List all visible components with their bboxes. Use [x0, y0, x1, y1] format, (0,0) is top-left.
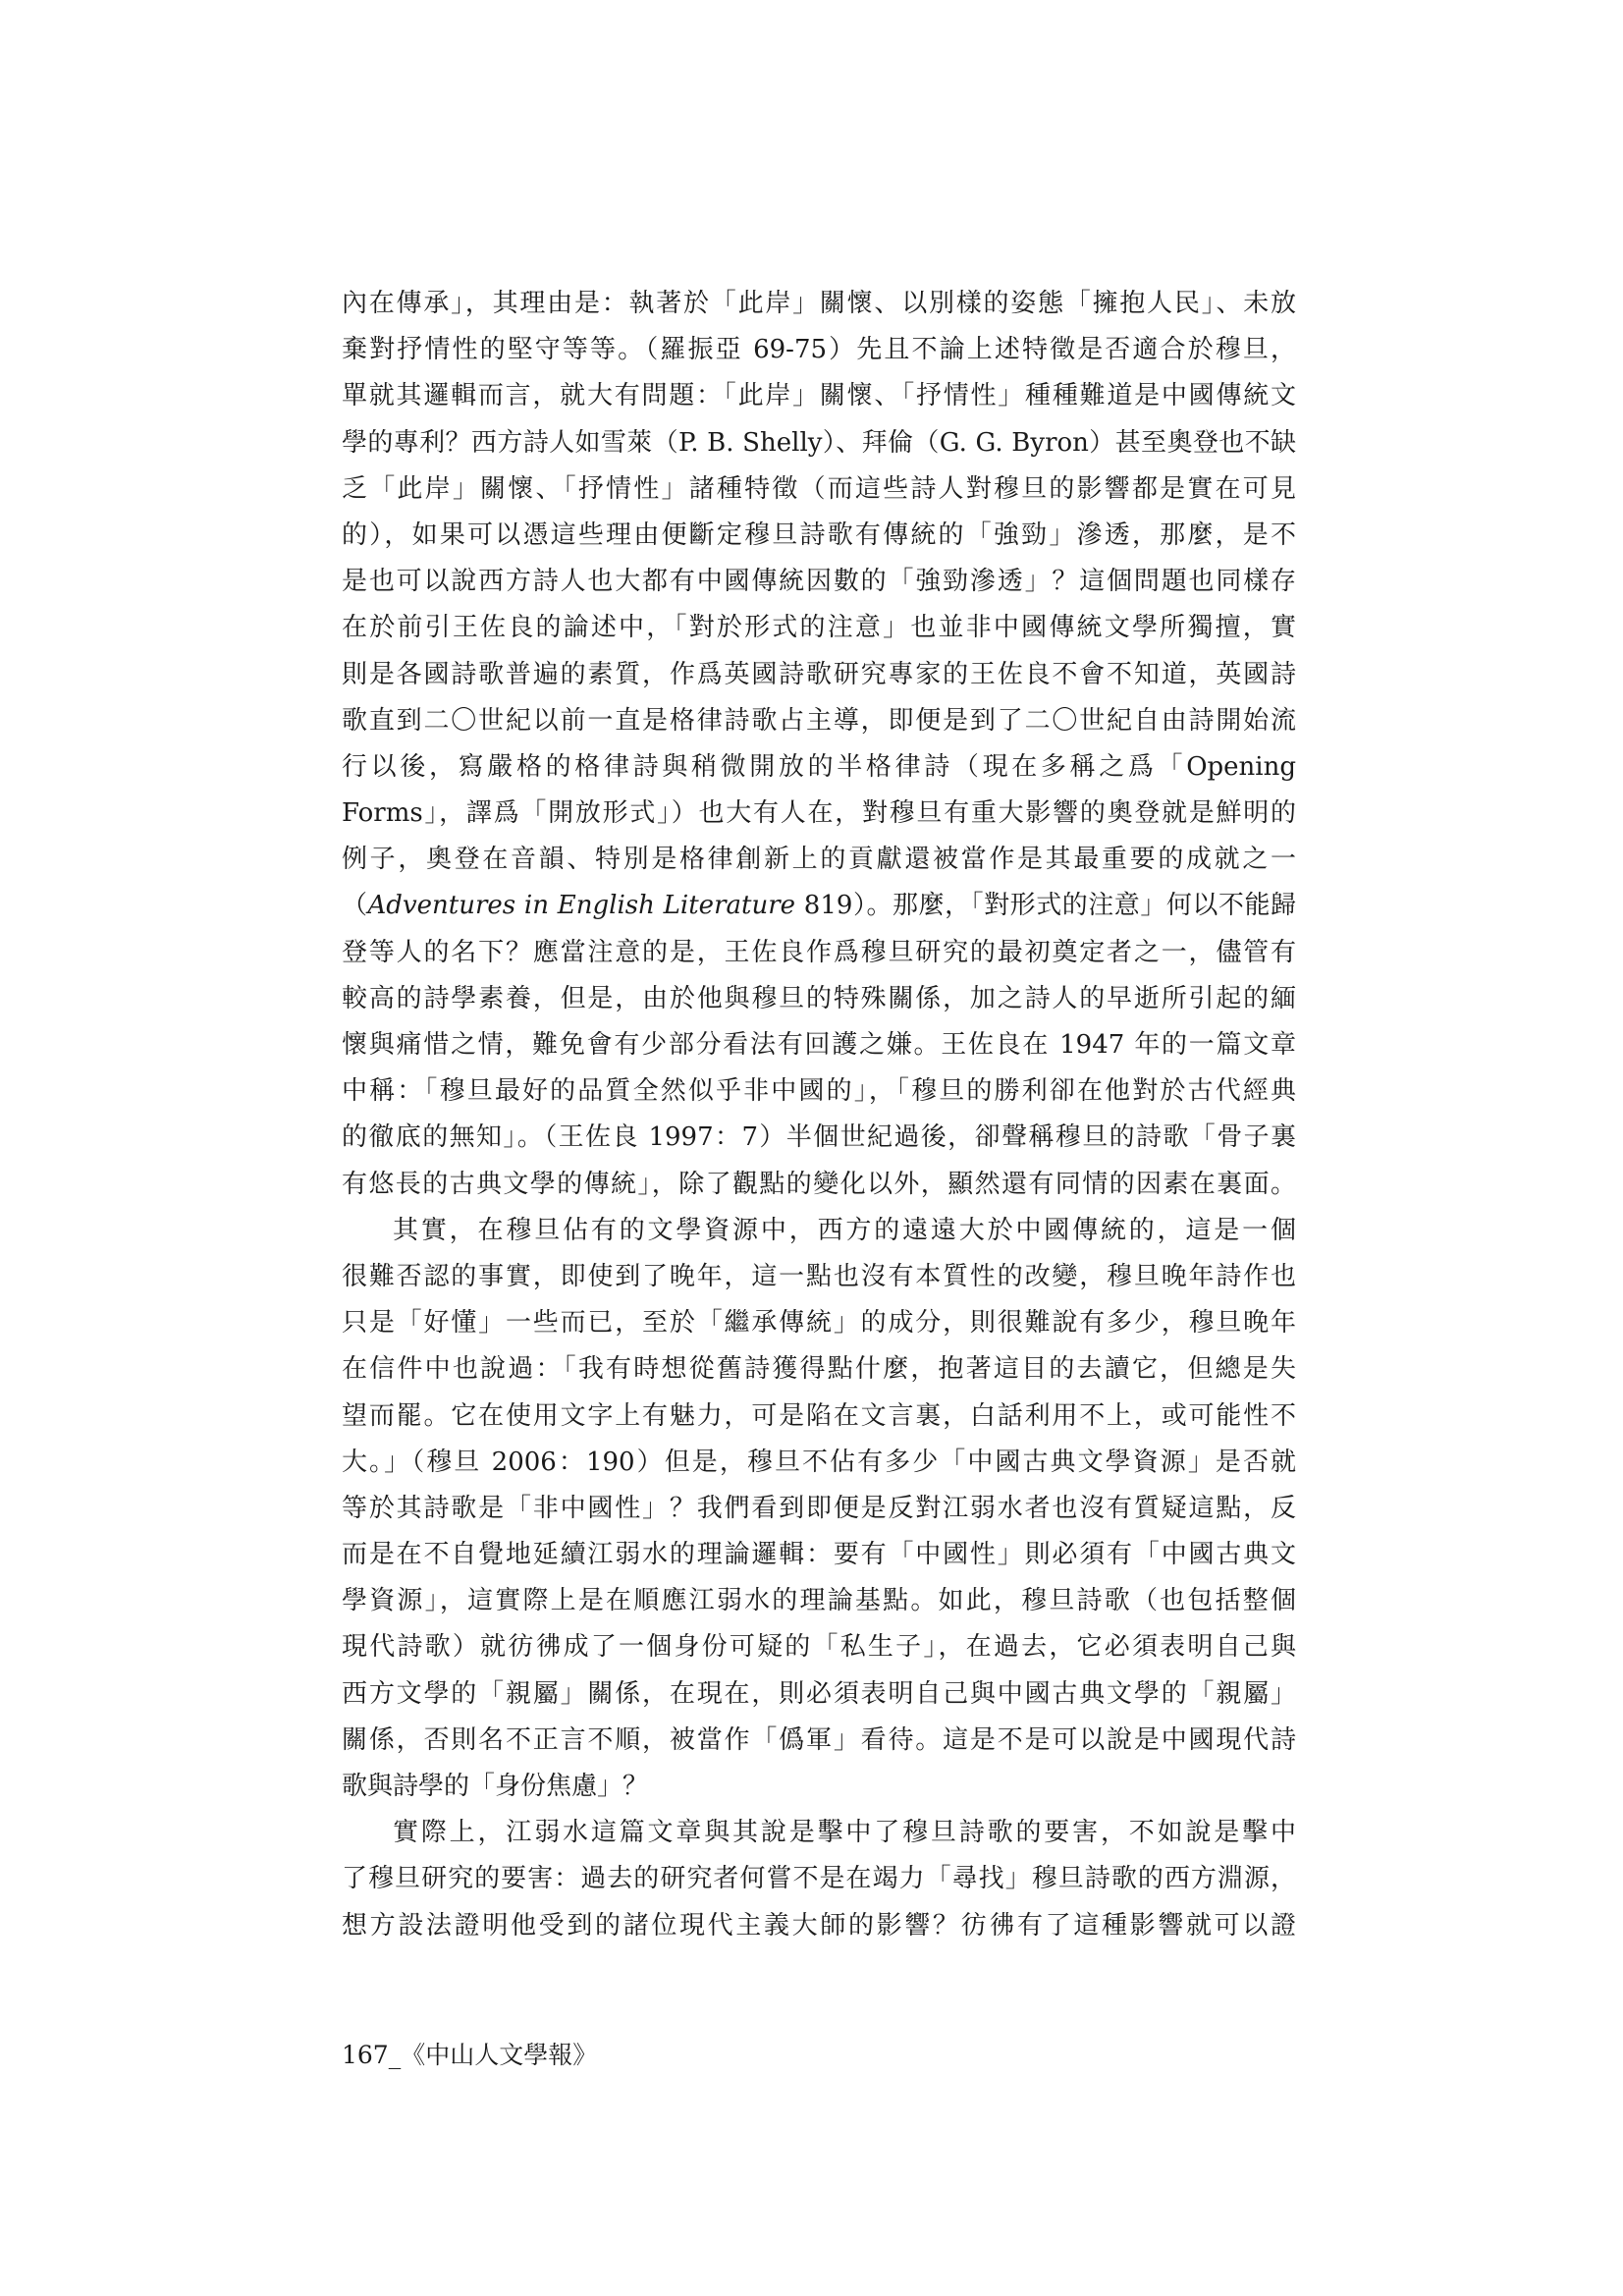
text-line: 等於其詩歌是「非中國性」？我們看到即便是反對江弱水者也沒有質疑這點，反	[342, 1493, 1296, 1523]
text-line: 很難否認的事實，即使到了晚年，這一點也沒有本質性的改變，穆旦晚年詩作也	[342, 1261, 1296, 1291]
book-title-italic: Adventures in English Literature	[367, 891, 796, 921]
text-line: 的），如果可以憑這些理由便斷定穆旦詩歌有傳統的「強勁」滲透，那麼，是不	[342, 519, 1296, 550]
body-text	[342, 281, 1296, 1949]
text-line: 歌直到二〇世紀以前一直是格律詩歌占主導，即便是到了二〇世紀自由詩開始流	[342, 705, 1296, 736]
text-line: 乏「此岸」關懷、「抒情性」諸種特徵（而這些詩人對穆旦的影響都是實在可見	[342, 473, 1296, 504]
line-segment: （	[342, 891, 368, 921]
line-segment: 819）。那麼，「對形式的注意」何以不能歸	[803, 891, 1296, 921]
text-line: 實際上，江弱水這篇文章與其說是擊中了穆旦詩歌的要害，不如說是擊中	[393, 1818, 1296, 1848]
text-line: 內在傳承」，其理由是：執著於「此岸」關懷、以別樣的姿態「擁抱人民」、未放	[342, 289, 1296, 318]
text-line: 的徹底的無知」。（王佐良 1997：7）半個世紀過後，卻聲稱穆旦的詩歌「骨子裏	[342, 1122, 1296, 1153]
text-line: 行以後，寫嚴格的格律詩與稍微開放的半格律詩（現在多稱之爲「Opening	[342, 751, 1296, 782]
text-line: 棄對抒情性的堅守等等。（羅振亞 69-75）先且不論上述特徵是否適合於穆旦，	[342, 335, 1296, 365]
text-line: 西方文學的「親屬」關係，在現在，則必須表明自己與中國古典文學的「親屬」	[342, 1678, 1296, 1709]
text-line: 在於前引王佐良的論述中，「對於形式的注意」也並非中國傳統文學所獨擅，實	[342, 613, 1296, 643]
text-line: Forms」，譯爲「開放形式」）也大有人在，對穆旦有重大影響的奧登就是鮮明的	[342, 798, 1296, 829]
journal-title: 《中山人文學報》	[401, 2041, 598, 2069]
text-line: 較高的詩學素養，但是，由於他與穆旦的特殊關係，加之詩人的早逝所引起的緬	[342, 983, 1296, 1013]
text-line: 學的專利？西方詩人如雪萊（P. B. Shelly）、拜倫（G. G. Byron）甚至奧登也不缺	[342, 427, 1296, 458]
paragraph-continued	[342, 281, 1296, 1208]
text-line: 關係，否則名不正言不順，被當作「僞軍」看待。這是不是可以說是中國現代詩	[342, 1724, 1296, 1755]
page-footer	[342, 2032, 597, 2078]
text-line: 想方設法證明他受到的諸位現代主義大師的影響？彷彿有了這種影響就可以證	[342, 1910, 1296, 1941]
text-line: 中稱：「穆旦最好的品質全然似乎非中國的」，「穆旦的勝利卻在他對於古代經典	[342, 1076, 1296, 1107]
text-line: 有悠長的古典文學的傳統」，除了觀點的變化以外，顯然還有同情的因素在裏面。	[342, 1169, 1296, 1199]
text-line: 只是「好懂」一些而已，至於「繼承傳統」的成分，則很難說有多少，穆旦晚年	[342, 1308, 1296, 1339]
text-line: 大。」（穆旦 2006：190）但是，穆旦不佔有多少「中國古典文學資源」是否就	[342, 1447, 1296, 1477]
text-line: 了穆旦研究的要害：過去的研究者何嘗不是在竭力「尋找」穆旦詩歌的西方淵源，	[342, 1864, 1296, 1894]
text-line: 例子，奧登在音韻、特別是格律創新上的貢獻還被當作是其最重要的成就之一	[342, 845, 1296, 875]
page-number: 167	[342, 2041, 389, 2069]
text-line: 是也可以說西方詩人也大都有中國傳統因數的「強勁滲透」？這個問題也同樣存	[342, 567, 1296, 597]
text-line: 其實，在穆旦佔有的文學資源中，西方的遠遠大於中國傳統的，這是一個	[393, 1215, 1296, 1245]
text-line: 懷與痛惜之情，難免會有少部分看法有回護之嫌。王佐良在 1947 年的一篇文章	[342, 1030, 1296, 1060]
text-line: 學資源」，這實際上是在順應江弱水的理論基點。如此，穆旦詩歌（也包括整個	[342, 1586, 1296, 1616]
text-line: 而是在不自覺地延續江弱水的理論邏輯：要有「中國性」則必須有「中國古典文	[342, 1540, 1296, 1570]
text-line: 則是各國詩歌普遍的素質，作爲英國詩歌研究專家的王佐良不會不知道，英國詩	[342, 659, 1296, 689]
text-line: 在信件中也說過：「我有時想從舊詩獲得點什麼，抱著這目的去讀它，但總是失	[342, 1354, 1296, 1385]
text-line-with-citation	[342, 883, 1296, 929]
text-line: 現代詩歌）就彷彿成了一個身份可疑的「私生子」，在過去，它必須表明自己與	[342, 1632, 1296, 1663]
paragraph	[342, 1810, 1296, 1949]
paragraph	[342, 1208, 1296, 1810]
text-line: 登等人的名下？應當注意的是，王佐良作爲穆旦研究的最初奠定者之一，儘管有	[342, 937, 1296, 967]
text-line: 單就其邏輯而言，就大有問題：「此岸」關懷、「抒情性」種種難道是中國傳統文	[342, 381, 1296, 411]
text-line: 歌與詩學的「身份焦慮」？	[342, 1772, 649, 1801]
text-line: 望而罷。它在使用文字上有魅力，可是陷在文言裏，白話利用不上，或可能性不	[342, 1400, 1296, 1431]
footer-separator: _	[388, 2041, 402, 2069]
